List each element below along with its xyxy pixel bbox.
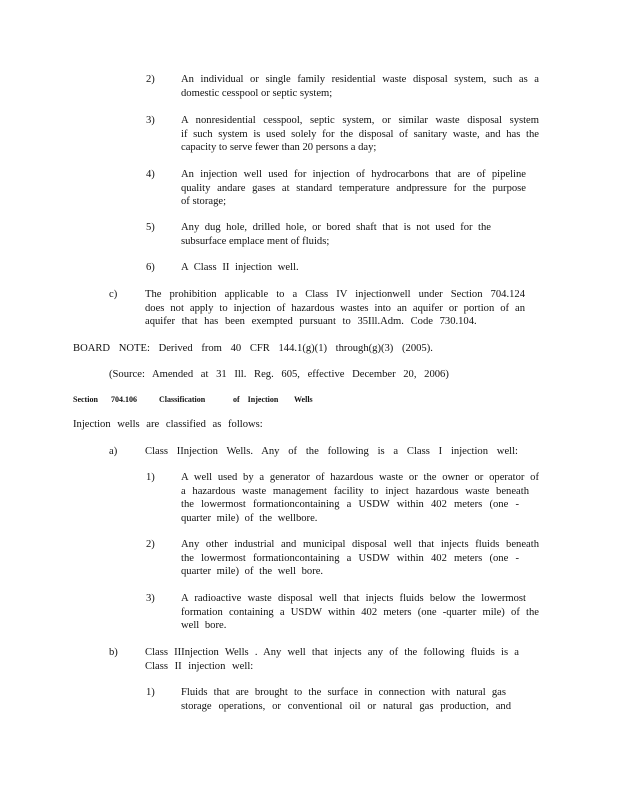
list-item: [181, 686, 511, 713]
list-number: 2): [146, 539, 155, 550]
text-line: A nonresidential cesspool, septic system, or similar waste disposal system: [181, 115, 539, 126]
list-item: [181, 168, 526, 209]
section-label: Section: [73, 395, 98, 404]
list-number: a): [109, 446, 118, 457]
list-number: 5): [146, 222, 155, 233]
text-line: Fluids that are brought to the surface in connection with natural gas: [181, 687, 506, 698]
text-line: A Class II injection well.: [181, 262, 299, 273]
text-line: quarter mile) of the wellbore.: [181, 512, 318, 524]
list-item: [181, 261, 299, 275]
list-item: [181, 471, 539, 525]
list-number: 6): [146, 262, 155, 273]
text-line: does not apply to injection of hazardous wastes into an aquifer or portion of an: [145, 302, 525, 314]
source-note: (Source: Amended at 31 Ill. Reg. 605, effective December 20, 2006): [109, 369, 449, 380]
section-heading: [73, 395, 433, 407]
text-line: quarter mile) of the well bore.: [181, 566, 324, 578]
text-line: Class IInjection Wells. Any of the following is a Class I injection well:: [145, 446, 518, 457]
list-number: 4): [146, 169, 155, 180]
list-number: 1): [146, 472, 155, 483]
list-item: [145, 288, 525, 329]
text-line: Any other industrial and municipal disposal well that injects fluids beneath: [181, 539, 539, 550]
text-line: An individual or single family residential waste disposal system, such as a: [181, 74, 539, 85]
text-line: subsurface emplace ment of fluids;: [181, 235, 330, 247]
text-line: Any dug hole, drilled hole, or bored shaft that is not used for the: [181, 222, 491, 233]
text-line: formation containing a USDW within 402 meters (one -quarter mile) of the: [181, 606, 539, 618]
section-number: 704.106: [111, 395, 137, 404]
text-line: the lowermost formationcontaining a USDW within 402 meters (one -: [181, 499, 519, 511]
text-line: storage operations, or conventional oil or natural gas production, and: [181, 700, 511, 712]
text-line: a hazardous waste management facility to inject hazardous waste beneath: [181, 485, 529, 497]
text-line: The prohibition applicable to a Class IV injectionwell under Section 704.124: [145, 289, 525, 300]
text-line: Class II injection well:: [145, 660, 254, 672]
list-number: 2): [146, 74, 155, 85]
list-item: [145, 646, 519, 673]
list-number: 1): [146, 687, 155, 698]
list-number: 3): [146, 115, 155, 126]
text-line: An injection well used for injection of hydrocarbons that are of pipeline: [181, 169, 526, 180]
section-title-part: of Injection: [233, 395, 279, 404]
text-line: A well used by a generator of hazardous waste or the owner or operator of: [181, 472, 539, 483]
text-line: domestic cesspool or septic system;: [181, 87, 333, 99]
list-item: [181, 592, 539, 633]
list-number: c): [109, 289, 118, 300]
text-line: aquifer that has been exempted pursuant to 35Ill.Adm. Code 730.104.: [145, 316, 477, 328]
list-item: [181, 538, 539, 579]
text-line: quality andare gases at standard temperature andpressure for the purpose: [181, 182, 526, 194]
text-line: the lowermost formationcontaining a USDW within 402 meters (one -: [181, 552, 519, 564]
text-line: if such system is used solely for the disposal of sanitary waste, and has the: [181, 128, 539, 140]
text-line: capacity to serve fewer than 20 persons a day;: [181, 142, 377, 154]
list-item: [181, 221, 491, 248]
list-number: b): [109, 647, 118, 658]
section-title-part: Wells: [294, 395, 313, 404]
list-item: [181, 73, 539, 100]
intro-text: Injection wells are classified as follows:: [73, 419, 263, 430]
text-line: Class IIInjection Wells . Any well that injects any of the following fluids is a: [145, 647, 519, 658]
list-item: [145, 445, 518, 459]
section-title-part: Classification: [159, 395, 206, 404]
text-line: well bore.: [181, 620, 227, 632]
board-note: BOARD NOTE: Derived from 40 CFR 144.1(g)(1) through(g)(3) (2005).: [73, 343, 433, 354]
text-line: A radioactive waste disposal well that injects fluids below the lowermost: [181, 593, 526, 604]
list-number: 3): [146, 593, 155, 604]
text-line: of storage;: [181, 196, 227, 208]
list-item: [181, 114, 539, 155]
